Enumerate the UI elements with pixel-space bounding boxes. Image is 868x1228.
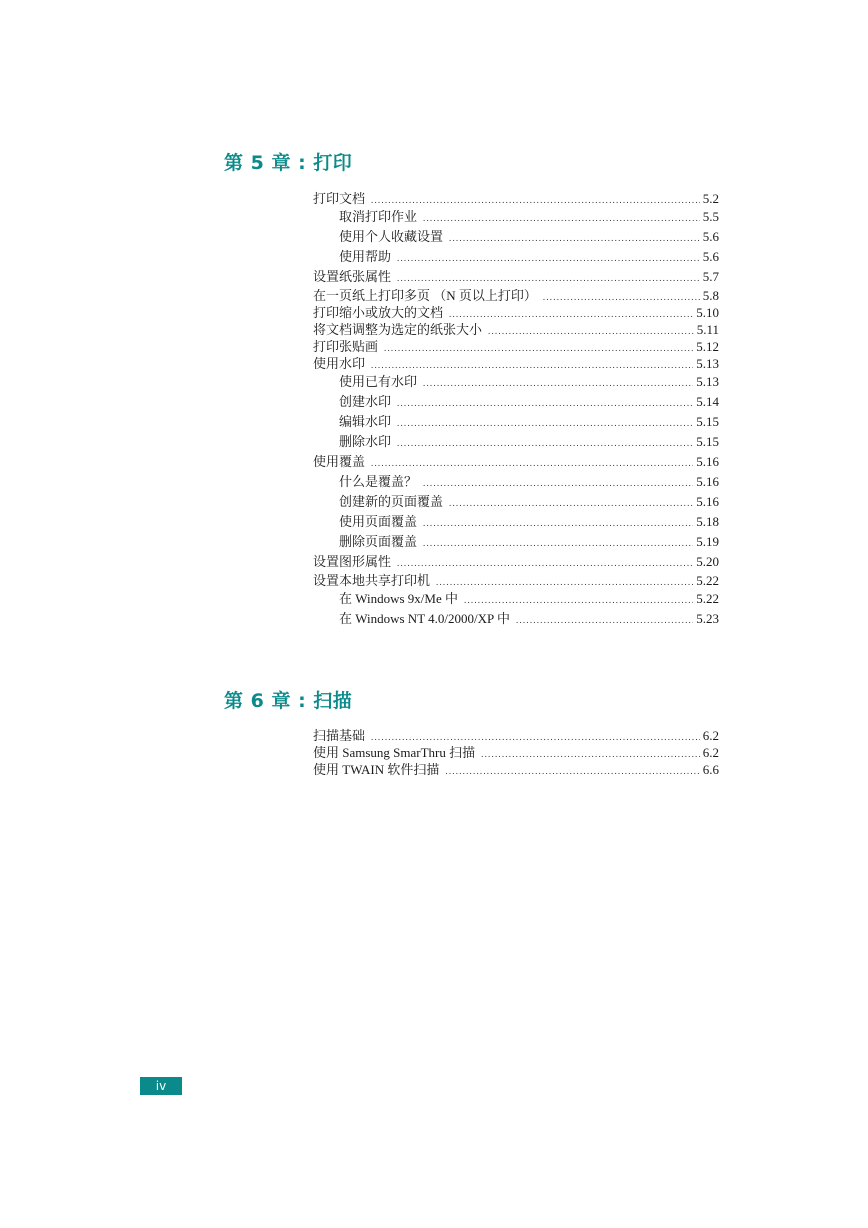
toc-entry-label: 设置纸张属性 [313, 269, 392, 284]
toc-entry[interactable] [313, 512, 719, 532]
toc-entry-page: 6.2 [702, 728, 719, 743]
toc-entry-page: 5.20 [696, 554, 719, 569]
dot-leader [464, 590, 693, 610]
toc-entry-page: 5.5 [702, 209, 719, 224]
toc-entry-page: 5.13 [696, 374, 719, 389]
dot-leader [397, 393, 693, 413]
toc-entry-page: 6.2 [702, 745, 719, 760]
chapter-5-toc [313, 190, 719, 629]
toc-entry[interactable] [313, 321, 719, 338]
toc-entry[interactable] [313, 589, 719, 609]
toc-entry-page: 5.7 [702, 269, 719, 284]
toc-entry[interactable] [313, 392, 719, 412]
toc-entry-label: 在 Windows NT 4.0/2000/XP 中 [339, 611, 511, 626]
toc-entry[interactable] [313, 532, 719, 552]
dot-leader [423, 473, 693, 493]
toc-entry-page: 5.15 [696, 434, 719, 449]
toc-entry-page: 5.6 [702, 229, 719, 244]
toc-entry-label: 使用覆盖 [313, 454, 366, 469]
dot-leader [397, 268, 700, 288]
toc-entry-label: 删除页面覆盖 [339, 534, 418, 549]
toc-entry-label: 设置图形属性 [313, 554, 392, 569]
dot-leader [449, 228, 700, 248]
toc-entry-page: 5.22 [696, 591, 719, 606]
toc-entry-label: 将文档调整为选定的纸张大小 [313, 322, 483, 337]
toc-entry-label: 使用 Samsung SmarThru 扫描 [313, 745, 476, 760]
toc-entry[interactable] [313, 207, 719, 227]
toc-entry[interactable] [313, 412, 719, 432]
dot-leader [449, 493, 693, 513]
dot-leader [445, 763, 699, 780]
toc-entry[interactable] [313, 552, 719, 572]
toc-entry-page: 5.16 [696, 494, 719, 509]
dot-leader [371, 453, 693, 473]
toc-entry-page: 6.6 [702, 762, 719, 777]
toc-entry-label: 使用帮助 [339, 249, 392, 264]
chapter-6-toc [313, 727, 719, 778]
toc-entry-label: 什么是覆盖？ [339, 474, 418, 489]
toc-entry[interactable] [313, 227, 719, 247]
dot-leader [397, 553, 693, 573]
toc-entry-page: 5.14 [696, 394, 719, 409]
dot-leader [397, 433, 693, 453]
toc-entry-page: 5.18 [696, 514, 719, 529]
dot-leader [423, 533, 693, 553]
toc-entry[interactable] [313, 572, 719, 589]
dot-leader [397, 248, 700, 268]
toc-entry[interactable] [313, 338, 719, 355]
toc-entry-label: 扫描基础 [313, 728, 366, 743]
dot-leader [423, 513, 693, 533]
toc-entry-page: 5.8 [702, 288, 719, 303]
toc-entry[interactable] [313, 190, 719, 207]
toc-entry[interactable] [313, 247, 719, 267]
toc-entry[interactable] [313, 761, 719, 778]
toc-entry[interactable] [313, 492, 719, 512]
toc-entry-page: 5.23 [696, 611, 719, 626]
toc-entry-label: 打印张贴画 [313, 339, 379, 354]
toc-entry[interactable] [313, 744, 719, 761]
toc-entry-page: 5.16 [696, 474, 719, 489]
toc-entry[interactable] [313, 727, 719, 744]
toc-entry[interactable] [313, 472, 719, 492]
chapter-6-title: 第 6 章 : 扫描 [224, 690, 353, 712]
toc-entry-label: 编辑水印 [339, 414, 392, 429]
toc-entry-page: 5.19 [696, 534, 719, 549]
toc-entry-label: 取消打印作业 [339, 209, 418, 224]
dot-leader [516, 610, 693, 630]
toc-entry-label: 使用 TWAIN 软件扫描 [313, 762, 440, 777]
toc-entry-page: 5.10 [696, 305, 719, 320]
toc-entry-label: 使用水印 [313, 356, 366, 371]
toc-entry[interactable] [313, 372, 719, 392]
toc-entry-label: 使用页面覆盖 [339, 514, 418, 529]
toc-entry[interactable] [313, 267, 719, 287]
toc-entry-label: 设置本地共享打印机 [313, 573, 431, 588]
toc-entry-page: 5.6 [702, 249, 719, 264]
chapter-5-title: 第 5 章 : 打印 [224, 152, 353, 174]
dot-leader [423, 208, 700, 228]
toc-entry-label: 在 Windows 9x/Me 中 [339, 591, 458, 606]
toc-entry[interactable] [313, 452, 719, 472]
toc-entry-label: 打印缩小或放大的文档 [313, 305, 444, 320]
toc-entry-label: 创建新的页面覆盖 [339, 494, 444, 509]
dot-leader [397, 413, 693, 433]
toc-entry-page: 5.2 [702, 191, 719, 206]
toc-entry[interactable] [313, 304, 719, 321]
toc-entry-label: 使用已有水印 [339, 374, 418, 389]
toc-entry-page: 5.12 [696, 339, 719, 354]
toc-entry[interactable] [313, 432, 719, 452]
toc-entry-label: 在一页纸上打印多页 （N 页以上打印） [313, 288, 537, 303]
toc-entry[interactable] [313, 355, 719, 372]
dot-leader [423, 373, 693, 393]
toc-entry-page: 5.13 [696, 356, 719, 371]
toc-entry-label: 创建水印 [339, 394, 392, 409]
toc-entry-page: 5.15 [696, 414, 719, 429]
toc-entry-page: 5.16 [696, 454, 719, 469]
toc-entry[interactable] [313, 609, 719, 629]
toc-entry-page: 5.11 [696, 322, 719, 337]
toc-entry-label: 打印文档 [313, 191, 366, 206]
toc-entry[interactable] [313, 287, 719, 304]
page-number-badge: iv [140, 1077, 182, 1095]
toc-entry-label: 删除水印 [339, 434, 392, 449]
toc-entry-label: 使用个人收藏设置 [339, 229, 444, 244]
toc-entry-page: 5.22 [696, 573, 719, 588]
